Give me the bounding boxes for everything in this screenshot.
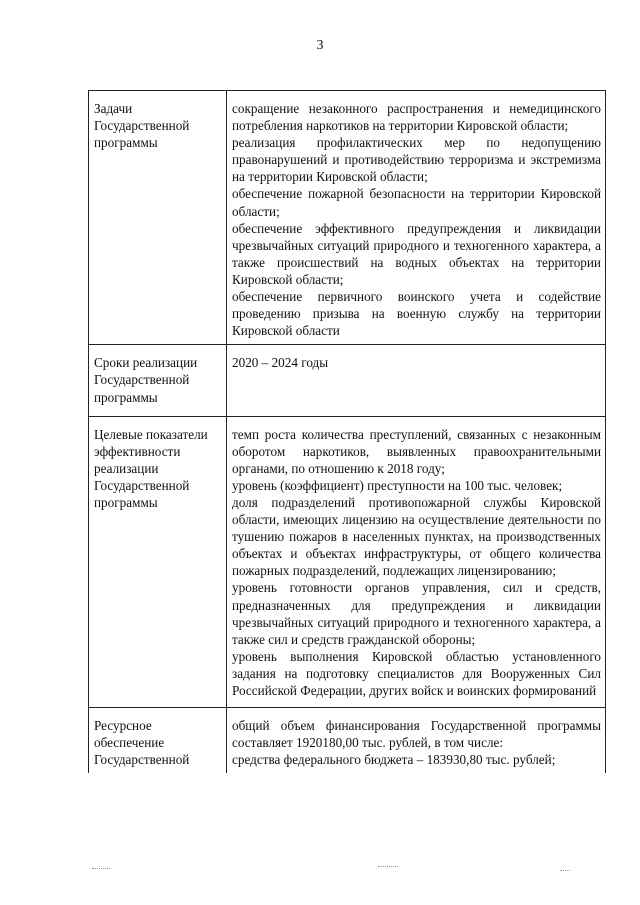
indicator-item: доля подразделений противопожарной службы Кировской области, имеющих лицензию на осуществление деятельности по тушению пожаров в населенных пунктах, на производственных объектах и объектах инфраструктуры, от общего количества пожарных подразделений, подлежащих лицензированию; (232, 494, 601, 579)
scan-mark (378, 866, 398, 867)
resource-item: общий объем финансирования Государственной программы составляет 1920180,00 тыс. рублей, в том числе: (232, 718, 601, 751)
task-item: обеспечение пожарной безопасности на территории Кировской области; (232, 186, 601, 219)
row-value (227, 416, 606, 708)
row-label: Сроки реализации Государственной программы (89, 345, 227, 416)
timing-value: 2020 – 2024 годы (232, 355, 329, 371)
table-row-indicators (89, 416, 606, 708)
page-number: 3 (316, 38, 324, 53)
table-row-timing (89, 345, 606, 416)
table-row-tasks (89, 91, 606, 345)
row-label: Ресурсное обеспечение Государственной (89, 708, 227, 774)
row-value (227, 708, 606, 774)
task-item: обеспечение эффективного предупреждения и ликвидации чрезвычайных ситуаций природного и техногенного характера, а также происшествий на водных объектах на территории Кировской области; (232, 220, 601, 287)
row-value (227, 91, 606, 345)
scan-mark (560, 870, 570, 871)
scan-artifacts (0, 862, 640, 882)
row-label: Задачи Государственной программы (89, 91, 227, 345)
indicator-item: уровень выполнения Кировской областью установленного задания на подготовку специалистов для Вооруженных Сил Российской Федерации, других войск и воинских формирований (232, 648, 601, 698)
row-value (227, 345, 606, 416)
row-label: Целевые показатели эффективности реализации Государственной программы (89, 416, 227, 708)
indicator-item: уровень готовности органов управления, сил и средств, предназначенных для предупреждения и ликвидации чрезвычайных ситуаций природного и техногенного характера, а также сил и средств гражданской обороны; (232, 580, 601, 647)
indicator-item: темп роста количества преступлений, связанных с незаконным оборотом наркотиков, выявленных правоохранительными органами, по отношению к 2018 году; (232, 426, 601, 476)
task-item: обеспечение первичного воинского учета и содействие проведению призыва на военную службу на территории Кировской области (232, 289, 601, 339)
passport-table (88, 90, 606, 773)
table-row-resources (89, 708, 606, 774)
indicator-item: уровень (коэффициент) преступности на 100 тыс. человек; (232, 477, 563, 493)
task-item: реализация профилактических мер по недопущению правонарушений и противодействию терроризма и экстремизма на территории Кировской области; (232, 135, 601, 185)
resource-item: средства федерального бюджета – 183930,80 тыс. рублей; (232, 752, 556, 768)
scan-mark (92, 868, 110, 869)
task-item: сокращение незаконного распространения и немедицинского потребления наркотиков на территории Кировской области; (232, 101, 601, 134)
